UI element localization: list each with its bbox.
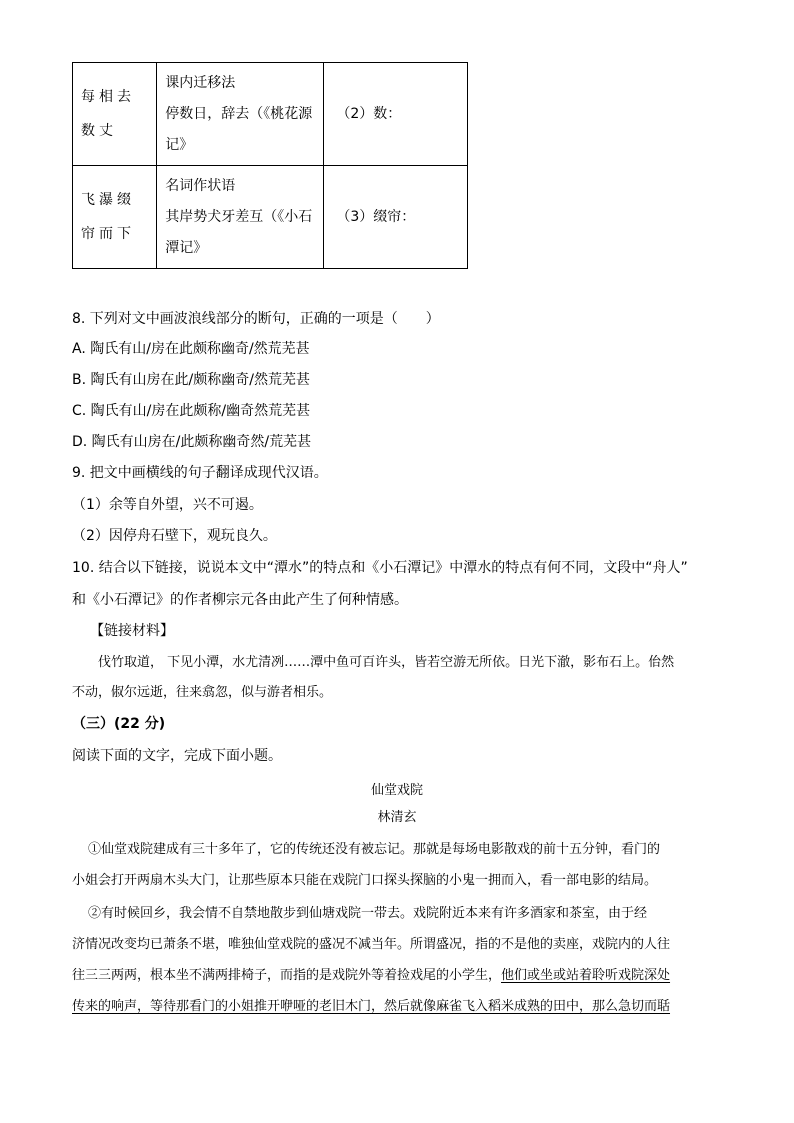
q10-line-1: 10. 结合以下链接，说说本文中“潭水”的特点和《小石潭记》中潭水的特点有何不同，文段中“舟人” xyxy=(72,560,688,576)
article-title: 仙堂戏院 xyxy=(370,783,423,798)
table-cell-method xyxy=(157,166,324,269)
q8-option-c: C. 陶氏有山/房在此颇称/幽奇然荒芜甚 xyxy=(72,403,311,419)
method-label: 名词作状语 xyxy=(165,177,236,194)
article-paragraph-1: ①仙堂戏院建成有三十多年了，它的传统还没有被忘记。那就是每场电影散戏的前十五分钟，看门的 xyxy=(88,842,661,857)
article-paragraph-2-line-3: 往三三两两，根本坐不满两排椅子，而指的是戏院外等着捡戏尾的小学生，他们或坐或站着聆听戏院深处 xyxy=(72,968,671,983)
q9-stem: 9. 把文中画横线的句子翻译成现代汉语。 xyxy=(72,465,328,481)
link-text-line-1: 伐竹取道， 下见小潭，水尤清冽……潭中鱼可百许头，皆若空游无所依。日光下澈，影布石上。佁然 xyxy=(98,655,675,670)
table-cell-word: 每相去数丈 xyxy=(73,63,157,166)
table-cell-question: （3）缀帘： xyxy=(324,166,468,269)
q9-sentence-2: （2）因停舟石壁下，观玩良久。 xyxy=(72,528,277,544)
q8-option-b: B. 陶氏有山房在此/颇称幽奇/然荒芜甚 xyxy=(72,372,310,388)
article-paragraph-2-line-2: 济情况改变均已萧条不堪，唯独仙堂戏院的盛况不减当年。所谓盛况，指的不是他的卖座，戏院内的人往 xyxy=(72,937,671,952)
reading-instruction: 阅读下面的文字，完成下面小题。 xyxy=(72,748,282,764)
link-text-line-2: 不动，俶尔远逝，往来翕忽，似与游者相乐。 xyxy=(72,685,333,700)
article-paragraph-2-line-4 xyxy=(72,991,724,1022)
q10-line-2: 和《小石潭记》的作者柳宗元各由此产生了何种情感。 xyxy=(72,592,408,608)
table-cell-word: 飞瀑缀帘而下 xyxy=(73,166,157,269)
method-example: 其岸势犬牙差互（《小石潭记》 xyxy=(165,208,313,256)
article-paragraph-1-cont: 小姐会打开两扇木头大门，让那些原本只能在戏院门口探头探脑的小鬼一拥而入，看一部电影的结局。 xyxy=(72,873,658,888)
article-paragraph-2: ②有时候回乡，我会情不自禁地散步到仙塘戏院一带去。戏院附近本来有许多酒家和茶室，由于经 xyxy=(88,906,648,921)
vocab-table xyxy=(72,62,468,269)
method-example: 停数日，辞去（《桃花源记》 xyxy=(165,105,313,153)
q8-stem: 8. 下列对文中画波浪线部分的断句，正确的一项是（ ） xyxy=(72,311,440,327)
section-heading: （三）(22 分) xyxy=(72,716,166,732)
table-cell-question: （2）数： xyxy=(324,63,468,166)
article-author: 林清玄 xyxy=(377,810,417,825)
table-row xyxy=(73,63,468,166)
method-label: 课内迁移法 xyxy=(165,74,236,91)
q9-sentence-1: （1）余等自外望，兴不可遏。 xyxy=(72,497,263,513)
table-row xyxy=(73,166,468,269)
link-label: 【链接材料】 xyxy=(90,623,174,639)
underlined-sentence: 他们或坐或站着聆听戏院深处 xyxy=(501,968,671,983)
underlined-sentence-cont: 传来的响声，等待那看门的小姐推开咿哑的老旧木门，然后就像麻雀飞入稻米成熟的田中，那么急切而聒 xyxy=(72,999,671,1014)
q8-option-a: A. 陶氏有山/房在此颇称幽奇/然荒芜甚 xyxy=(72,341,310,357)
q8-option-d: D. 陶氏有山房在/此颇称幽奇然/荒芜甚 xyxy=(72,434,312,450)
table-cell-method xyxy=(157,63,324,166)
